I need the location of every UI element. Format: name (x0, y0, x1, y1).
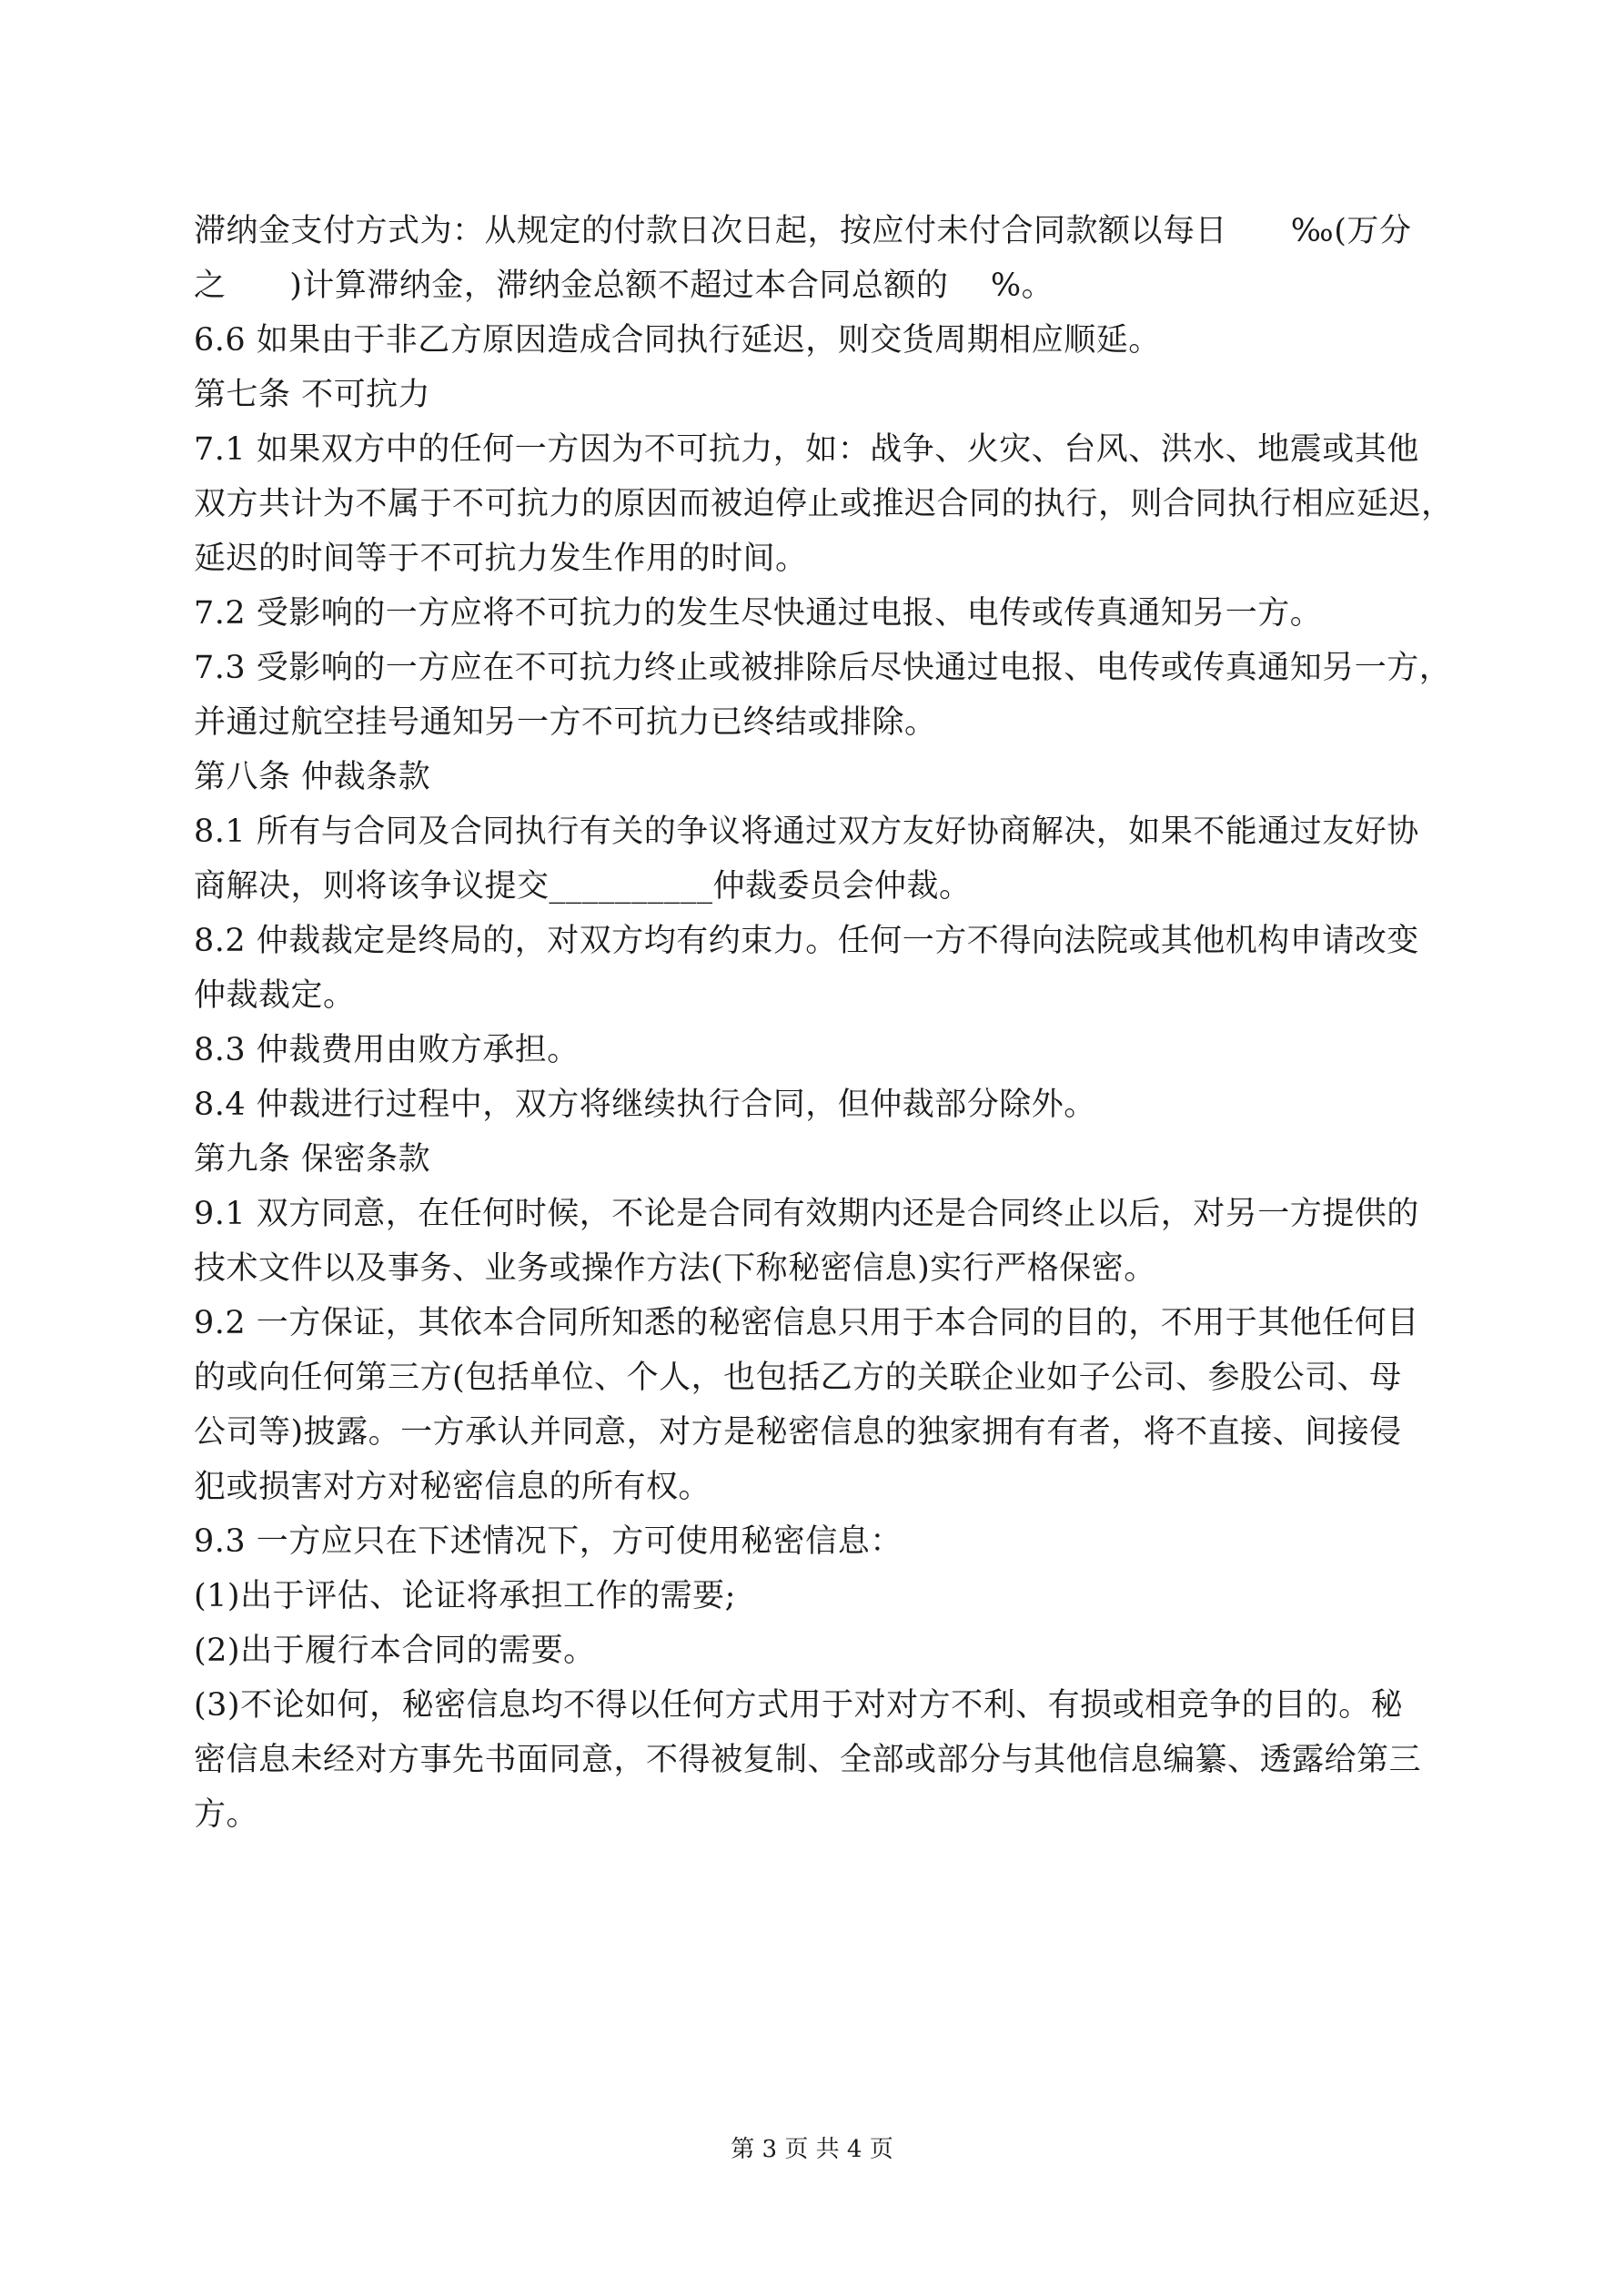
text-line: (1)出于评估、论证将承担工作的需要; (194, 1578, 736, 1614)
text-line: 7.3 受影响的一方应在不可抗力终止或被排除后尽快通过电报、电传或传真通知另一方， (194, 650, 1452, 686)
text-line: (3)不论如何，秘密信息均不得以任何方式用于对对方不利、有损或相竞争的目的。秘 (194, 1687, 1404, 1724)
page-number: 第 3 页 共 4 页 (731, 2136, 893, 2163)
text-line: 9.3 一方应只在下述情况下，方可使用秘密信息： (194, 1523, 903, 1560)
section-heading: 第七条 不可抗力 (194, 377, 431, 413)
text-line: (2)出于履行本合同的需要。 (194, 1633, 596, 1669)
text-line: 技术文件以及事务、业务或操作方法(下称秘密信息)实行严格保密。 (194, 1250, 1156, 1287)
text-line: 延迟的时间等于不可抗力发生作用的时间。 (194, 541, 808, 577)
text-line: 7.2 受影响的一方应将不可抗力的发生尽快通过电报、电传或传真通知另一方。 (194, 595, 1323, 632)
text-line: 公司等)披露。一方承认并同意，对方是秘密信息的独家拥有有者，将不直接、间接侵 (194, 1414, 1402, 1451)
text-line: 犯或损害对方对秘密信息的所有权。 (194, 1469, 711, 1505)
text-line: 仲裁裁定。 (194, 977, 356, 1014)
text-line: 并通过航空挂号通知另一方不可抗力已终结或排除。 (194, 704, 937, 741)
section-heading: 第八条 仲裁条款 (194, 759, 431, 795)
text-line: 9.2 一方保证，其依本合同所知悉的秘密信息只用于本合同的目的，不用于其他任何目 (194, 1305, 1419, 1341)
text-line: 方。 (194, 1796, 259, 1833)
text-line: 滞纳金支付方式为：从规定的付款日次日起，按应付未付合同款额以每日 ‰(万分 (194, 213, 1412, 249)
text-line: 7.1 如果双方中的任何一方因为不可抗力，如：战争、火灾、台风、洪水、地震或其他 (194, 431, 1419, 468)
text-line: 8.4 仲裁进行过程中，双方将继续执行合同，但仲裁部分除外。 (194, 1087, 1096, 1123)
text-line: 双方共计为不属于不可抗力的原因而被迫停止或推迟合同的执行，则合同执行相应延迟， (194, 486, 1454, 522)
text-line: 8.3 仲裁费用由败方承担。 (194, 1032, 580, 1068)
text-line: 6.6 如果由于非乙方原因造成合同执行延迟，则交货周期相应顺延。 (194, 322, 1161, 359)
text-line: 商解决，则将该争议提交__________仲裁委员会仲裁。 (194, 868, 972, 905)
text-line: 密信息未经对方事先书面同意，不得被复制、全部或部分与其他信息编纂、透露给第三 (194, 1742, 1422, 1778)
text-line: 8.2 仲裁裁定是终局的，对双方均有约束力。任何一方不得向法院或其他机构申请改变 (194, 923, 1419, 959)
text-line: 9.1 双方同意，在任何时候，不论是合同有效期内还是合同终止以后，对另一方提供的 (194, 1196, 1419, 1232)
text-line: 的或向任何第三方(包括单位、个人，也包括乙方的关联企业如子公司、参股公司、母 (194, 1360, 1402, 1396)
text-line: 之 )计算滞纳金，滞纳金总额不超过本合同总额的 %。 (194, 268, 1054, 304)
section-heading: 第九条 保密条款 (194, 1141, 431, 1178)
document-body (194, 204, 1454, 1842)
text-line: 8.1 所有与合同及合同执行有关的争议将通过双方友好协商解决，如果不能通过友好协 (194, 814, 1419, 850)
